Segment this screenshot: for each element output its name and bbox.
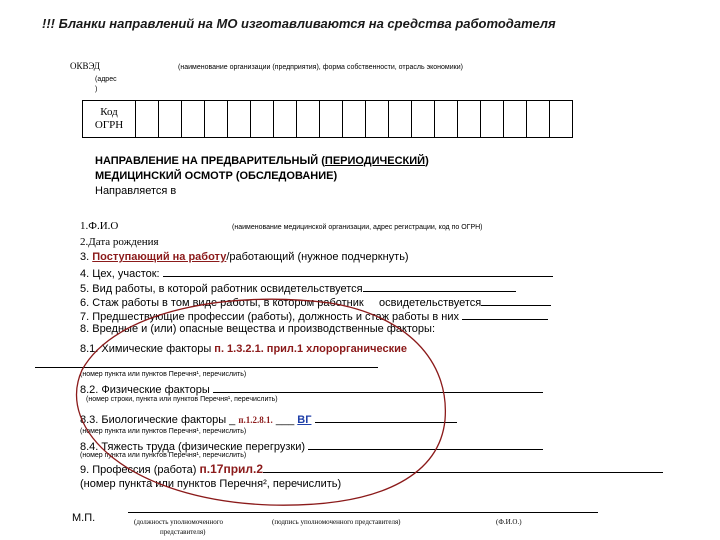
stamp-label: М.П.: [72, 512, 96, 524]
signature-name-caption: (Ф.И.О.): [496, 518, 522, 526]
factor-chemical-caption: (номер пункта или пунктов Перечня¹, перечислить): [80, 371, 247, 378]
referral-heading-part1: НАПРАВЛЕНИЕ НА ПРЕДВАРИТЕЛЬНЫЙ (: [95, 155, 325, 167]
factor-biological-separator: ___: [275, 414, 295, 426]
medical-org-caption: (наименование медицинской организации, адрес регистрации, код по ОГРН): [232, 224, 483, 231]
profession-value[interactable]: п.17прил.2: [199, 462, 264, 476]
org-caption: (наименование организации (предприятия), форма собственности, отрасль экономики): [178, 64, 463, 71]
field-work-type-label: 5. Вид работы, в которой работник освидетельствуется: [80, 283, 363, 295]
field-birthdate-label: 2.Дата рождения: [80, 236, 159, 248]
factor-biological-caption: (номер пункта или пунктов Перечня¹, перечислить): [80, 428, 247, 435]
referral-heading-part2: ): [425, 155, 429, 167]
okved-label: ОКВЭД: [70, 61, 100, 71]
referral-heading-line2: МЕДИЦИНСКИЙ ОСМОТР (ОБСЛЕДОВАНИЕ): [95, 170, 338, 182]
signature-sign-caption: (подпись уполномоченного представителя): [272, 518, 401, 526]
field-prev-professions-label: 7. Предшествующие профессии (работы), должность и стаж работы в них: [80, 311, 460, 323]
factor-chemical-value[interactable]: п. 1.3.2.1. прил.1 хлорорганические: [214, 343, 407, 355]
sent-to-label: Направляется в: [95, 185, 177, 197]
field-fio-label: 1.Ф.И.О: [80, 220, 119, 232]
annotation-oval-path: [77, 299, 446, 505]
address-caption-close: ): [95, 86, 98, 93]
factor-labor-caption: (номер пункта или пунктов Перечня¹, перечислить): [80, 452, 247, 459]
signature-position-caption-line2: представителя): [160, 528, 206, 536]
factor-biological-value2[interactable]: ВГ: [297, 414, 312, 426]
field-shop-label: 4. Цех, участок:: [80, 268, 160, 280]
factor-biological-label: 8.3. Биологические факторы _: [80, 414, 236, 426]
ogrn-label-line1: Код: [100, 106, 118, 118]
ogrn-label-line2: ОГРН: [94, 119, 124, 131]
factor-physical-caption: (номер строки, пункта или пунктов Перечня¹, перечислить): [86, 396, 278, 403]
factor-biological-value[interactable]: п.1.2.8.1.: [238, 415, 273, 425]
factor-labor-label: 8.4. Тяжесть труда (физические перегрузки): [80, 441, 306, 453]
signature-position-caption-line1: (должность уполномоченного: [134, 518, 223, 526]
field-experience-label: 6. Стаж работы в том виде работы, в котором работник освидетельствуется: [80, 297, 482, 309]
field-employment-entering: Поступающий на работу: [92, 251, 227, 263]
referral-heading-periodic: ПЕРИОДИЧЕСКИЙ: [324, 155, 426, 167]
profession-label: 9. Профессия (работа): [80, 464, 197, 476]
address-caption-open: (адрес: [95, 76, 117, 83]
factor-physical-label: 8.2. Физические факторы: [80, 384, 210, 396]
page-title: !!! Бланки направлений на МО изготавливаются на средства работодателя: [42, 16, 556, 31]
field-employment-prefix: 3.: [80, 251, 90, 263]
field-hazards-label: 8. Вредные и (или) опасные вещества и производственные факторы:: [80, 323, 436, 335]
field-employment-rest: /работающий (нужное подчеркнуть): [226, 251, 409, 263]
factor-chemical-label: 8.1. Химические факторы: [80, 343, 212, 355]
profession-caption: (номер пункта или пунктов Перечня², перечислить): [80, 478, 342, 490]
